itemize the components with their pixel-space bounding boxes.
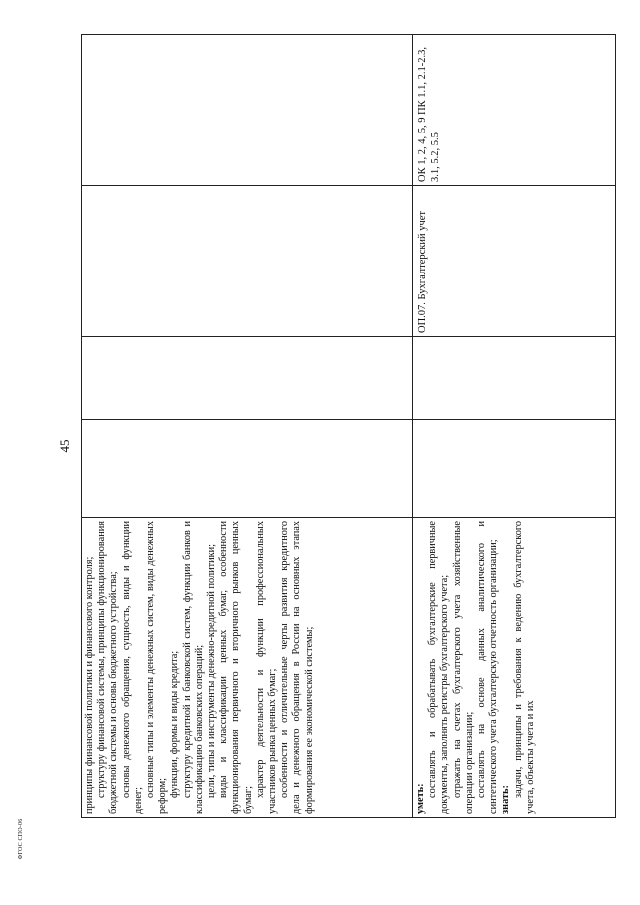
discipline-cell — [413, 186, 615, 337]
content-line: характер деятельности и функции профессиональных участников рынка ценных бумаг; — [254, 521, 279, 814]
competency-codes: ОК 1, 2, 4, 5, 9 ПК 1.1, 2.1-2.3, 3.1, 5.2, 5.5 — [417, 46, 441, 182]
footer-code: ФГОС СПО-06 — [18, 818, 24, 860]
competencies-cell — [82, 34, 412, 186]
content-line: составлять на основе данных аналитического и синтетического учета бухгалтерскую отчетность организации; — [476, 521, 500, 814]
knowledge-heading: знать: — [500, 785, 512, 814]
discipline-name — [84, 189, 85, 333]
content-line: отражать на счетах бухгалтерского учета хозяйственные операции организации; — [451, 521, 475, 814]
content-line: задачи, принципы и требования к ведению бухгалтерского учета, объекты учета и их — [512, 521, 536, 814]
curriculum-table — [81, 34, 616, 818]
content-line: структуру кредитной и банковской систем, функции банков и классификацию банковских операций; — [181, 521, 205, 814]
content-line: основы денежного обращения, сущность, виды и функции денег; — [120, 521, 144, 814]
hours-cell — [413, 337, 615, 420]
table-row-accounting — [412, 34, 616, 818]
content-line: составлять и обрабатывать бухгалтерские первичные документы, заполнять регистры бухгалтерского учета; — [427, 521, 451, 814]
content-line: основные типы и элементы денежных систем, виды денежных реформ; — [145, 521, 169, 814]
competencies-cell — [413, 34, 615, 186]
content-line: цели, типы и инструменты денежно-кредитной политики; — [206, 543, 218, 798]
content-cell — [413, 518, 615, 818]
content-line: структуру финансовой системы, принципы функционирования бюджетной системы и основы бюджетного устройства; — [96, 521, 120, 814]
content-cell — [82, 518, 412, 818]
content-text — [84, 521, 316, 814]
content-text — [415, 521, 537, 814]
content-line: принципы финансовой политики и финансового контроля; — [84, 556, 95, 814]
discipline-cell — [82, 186, 412, 337]
page-number: 45 — [57, 439, 72, 453]
competency-codes — [84, 38, 85, 182]
hours-cell — [82, 420, 412, 518]
hours-cell — [82, 337, 412, 420]
skills-heading: уметь: — [415, 783, 426, 814]
table-row-financial-content — [81, 34, 412, 818]
content-line: особенности и отличительные черты развития кредитного дела и денежного обращения в России на основных этапах формирования ее экономической системы; — [279, 521, 315, 814]
hours-cell — [413, 420, 615, 518]
content-line: функции, формы и виды кредита; — [169, 650, 181, 798]
discipline-name: ОП.07. Бухгалтерский учет — [417, 210, 428, 333]
content-line: виды и классификации ценных бумаг, особенности функционирования первичного и вторичного рынков ценных бумаг; — [218, 521, 254, 814]
